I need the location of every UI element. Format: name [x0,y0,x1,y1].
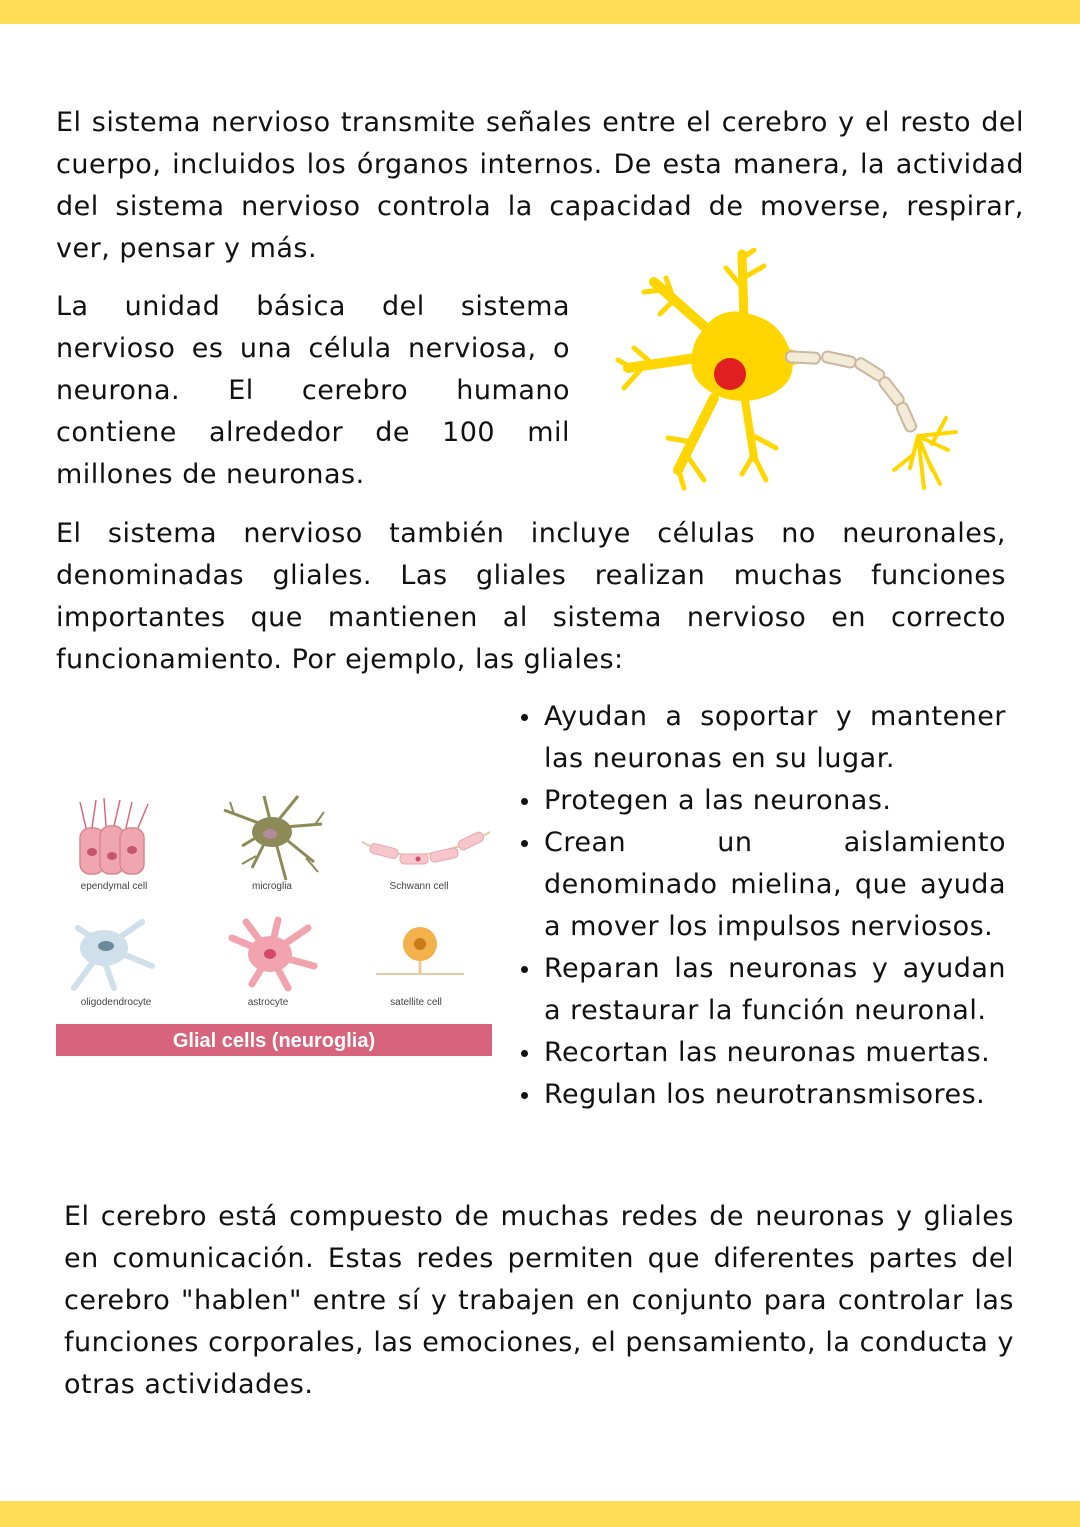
list-item: Protegen a las neuronas. [516,780,1006,822]
neuron-illustration [614,248,966,500]
list-item: Regulan los neurotransmisores. [516,1074,1006,1116]
ependymal-cell-icon [80,798,148,874]
satellite-cell-icon [376,927,464,974]
list-item: Reparan las neuronas y ayudan a restaurar la función neuronal. [516,948,1006,1032]
list-item: Ayudan a soportar y mantener las neuronas en su lugar. [516,696,1006,780]
astrocyte-icon [232,920,314,988]
bottom-band [0,1501,1080,1527]
schwann-cell-label: Schwann cell [389,881,449,892]
neuron-paragraph: La unidad básica del sistema nervioso es una célula nerviosa, o neurona. El cerebro humano contiene alrededor de 100 mil millones de neuronas. [56,291,570,490]
glia-paragraph: El sistema nervioso también incluye células no neuronales, denominadas gliales. Las gliales realizan muchas funciones importantes que mantienen al sistema nervioso en correcto funcionamiento. Por ejemplo, las gliales: [56,518,1006,675]
oligodendrocyte-icon [74,922,152,988]
list-item: Recortan las neuronas muertas. [516,1032,1006,1074]
schwann-cell-icon [362,831,490,864]
oligodendrocyte-label: oligodendrocyte [80,997,152,1008]
networks-paragraph: El cerebro está compuesto de muchas redes de neuronas y gliales en comunicación. Estas redes permiten que diferentes partes del cerebro "hablen" entre sí y trabajen en conjunto para controlar las funciones corporales, las emociones, el pensamiento, la conducta y otras actividades. [64,1201,1014,1400]
top-band [0,0,1080,24]
glia-functions-list [516,696,1006,1116]
glial-cells-figure [56,788,492,1058]
astrocyte-label: astrocyte [247,997,289,1008]
glia-figure-title: Glial cells (neuroglia) [172,1030,376,1052]
microglia-icon [224,796,324,880]
list-item: Crean un aislamiento denominado mielina, que ayuda a mover los impulsos nerviosos. [516,822,1006,948]
ependymal-cell-label: ependymal cell [80,881,148,892]
intro-paragraph: El sistema nervioso transmite señales entre el cerebro y el resto del cuerpo, incluidos los órganos internos. De esta manera, la actividad del sistema nervioso controla la capacidad de moverse, respirar, ver, pensar y más. [56,107,1024,264]
microglia-label: microglia [251,881,293,892]
nucleus-icon [714,358,746,390]
satellite-cell-label: satellite cell [390,997,442,1008]
